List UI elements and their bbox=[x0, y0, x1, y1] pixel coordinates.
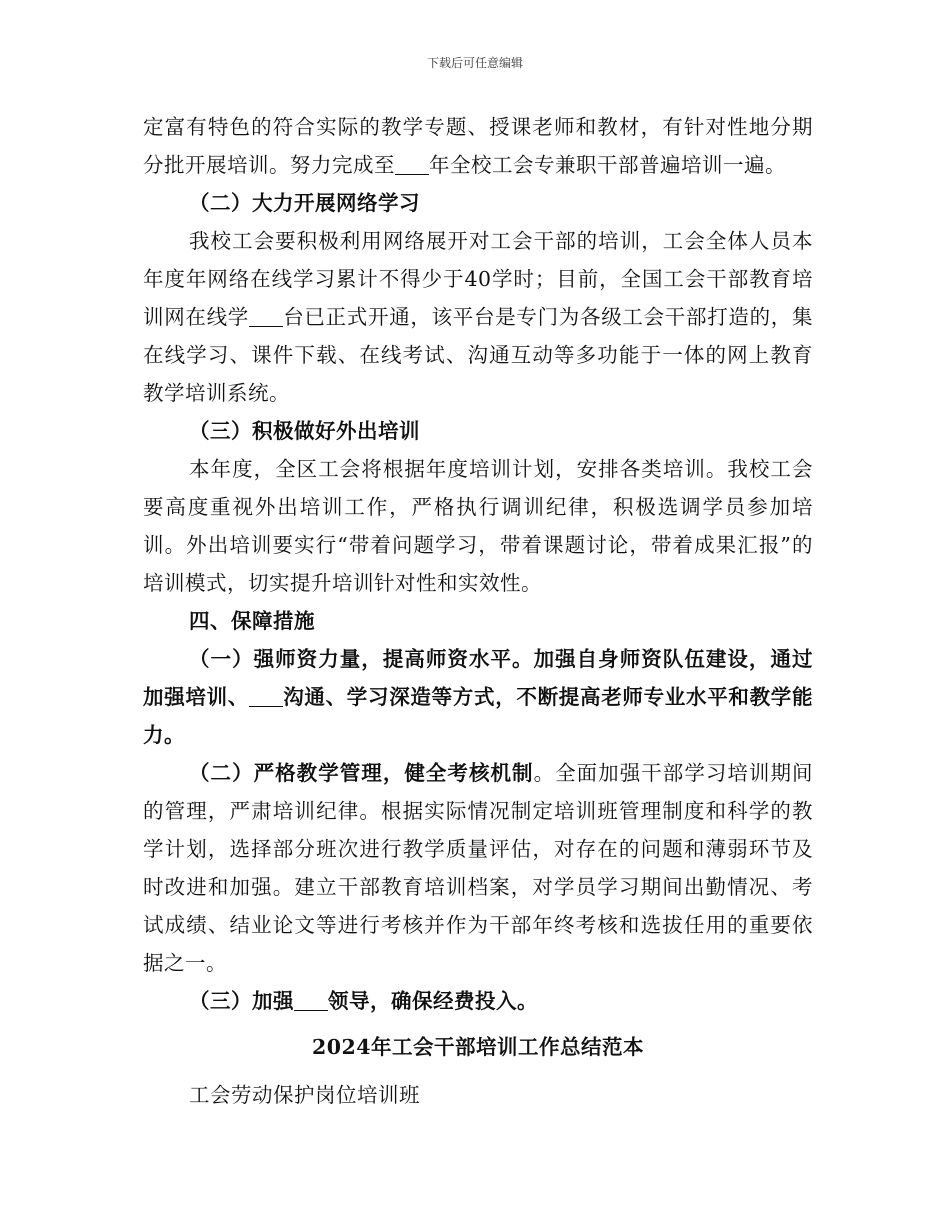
document-body bbox=[143, 108, 813, 1114]
blank-line bbox=[249, 306, 283, 328]
paragraph-4-text-b: 沟通、学习深造等方式，不断提高老师专业水平和教学能力。 bbox=[143, 685, 813, 747]
paragraph-5 bbox=[143, 754, 813, 982]
section-heading-2: （二）大力开展网络学习 bbox=[189, 191, 420, 215]
blank-line bbox=[249, 686, 283, 708]
paragraph-2 bbox=[143, 222, 813, 412]
section-heading-4: 四、保障措施 bbox=[189, 609, 315, 633]
paragraph-6 bbox=[143, 982, 813, 1020]
blank-line bbox=[395, 154, 429, 176]
paragraph-2-text-b: 台已正式开通，该平台是专门为各级工会干部打造的，集在线学习、课件下载、在线考试、沟通互动等多功能于一体的网上教育教学培训系统。 bbox=[143, 305, 813, 405]
paragraph-2-text-a: 我校工会要积极利用网络展开对工会干部的培训，工会全体人员本年度年网络在线学习累计不得少于40学时；目前，全国工会干部教育培训网在线学 bbox=[143, 229, 813, 329]
paragraph-6-text-b: 领导，确保经费投入。 bbox=[328, 989, 538, 1013]
paragraph-1-text-b: 年全校工会专兼职干部普遍培训一遍。 bbox=[429, 153, 786, 177]
blank-line bbox=[294, 990, 328, 1012]
paragraph-6-text-a: （三）加强 bbox=[189, 989, 294, 1013]
page-header: 下载后可任意编辑 bbox=[426, 56, 523, 70]
document-title: 2024年工会干部培训工作总结范本 bbox=[311, 1035, 645, 1059]
paragraph-5-text: 。全面加强干部学习培训期间的管理，严肃培训纪律。根据实际情况制定培训班管理制度和科学的教学计划，选择部分班次进行教学质量评估，对存在的问题和薄弱环节及时改进和加强。建立干部教育培训档案，对学员学习期间出勤情况、考试成绩、结业论文等进行考核并作为干部年终考核和选拔任用的重要依据之一。 bbox=[143, 761, 814, 975]
paragraph-5-lead: （二）严格教学管理，健全考核机制 bbox=[189, 761, 534, 785]
paragraph-3: 本年度，全区工会将根据年度培训计划，安排各类培训。我校工会要高度重视外出培训工作，严格执行调训纪律，积极选调学员参加培训。外出培训要实行“带着问题学习，带着课题讨论，带着成果汇报”的培训模式，切实提升培训针对性和实效性。 bbox=[143, 457, 813, 595]
paragraph-1 bbox=[143, 108, 813, 184]
paragraph-1-text-a: 定富有特色的符合实际的教学专题、授课老师和教材，有针对性地分期分批开展培训。努力完成至 bbox=[143, 115, 813, 177]
paragraph-4 bbox=[143, 640, 813, 754]
section-heading-3: （三）积极做好外出培训 bbox=[189, 419, 420, 443]
paragraph-4-text-a: （一）强师资力量，提高师资水平。加强自身师资队伍建设，通过加强培训、 bbox=[143, 647, 813, 709]
paragraph-7: 工会劳动保护岗位培训班 bbox=[189, 1083, 420, 1107]
